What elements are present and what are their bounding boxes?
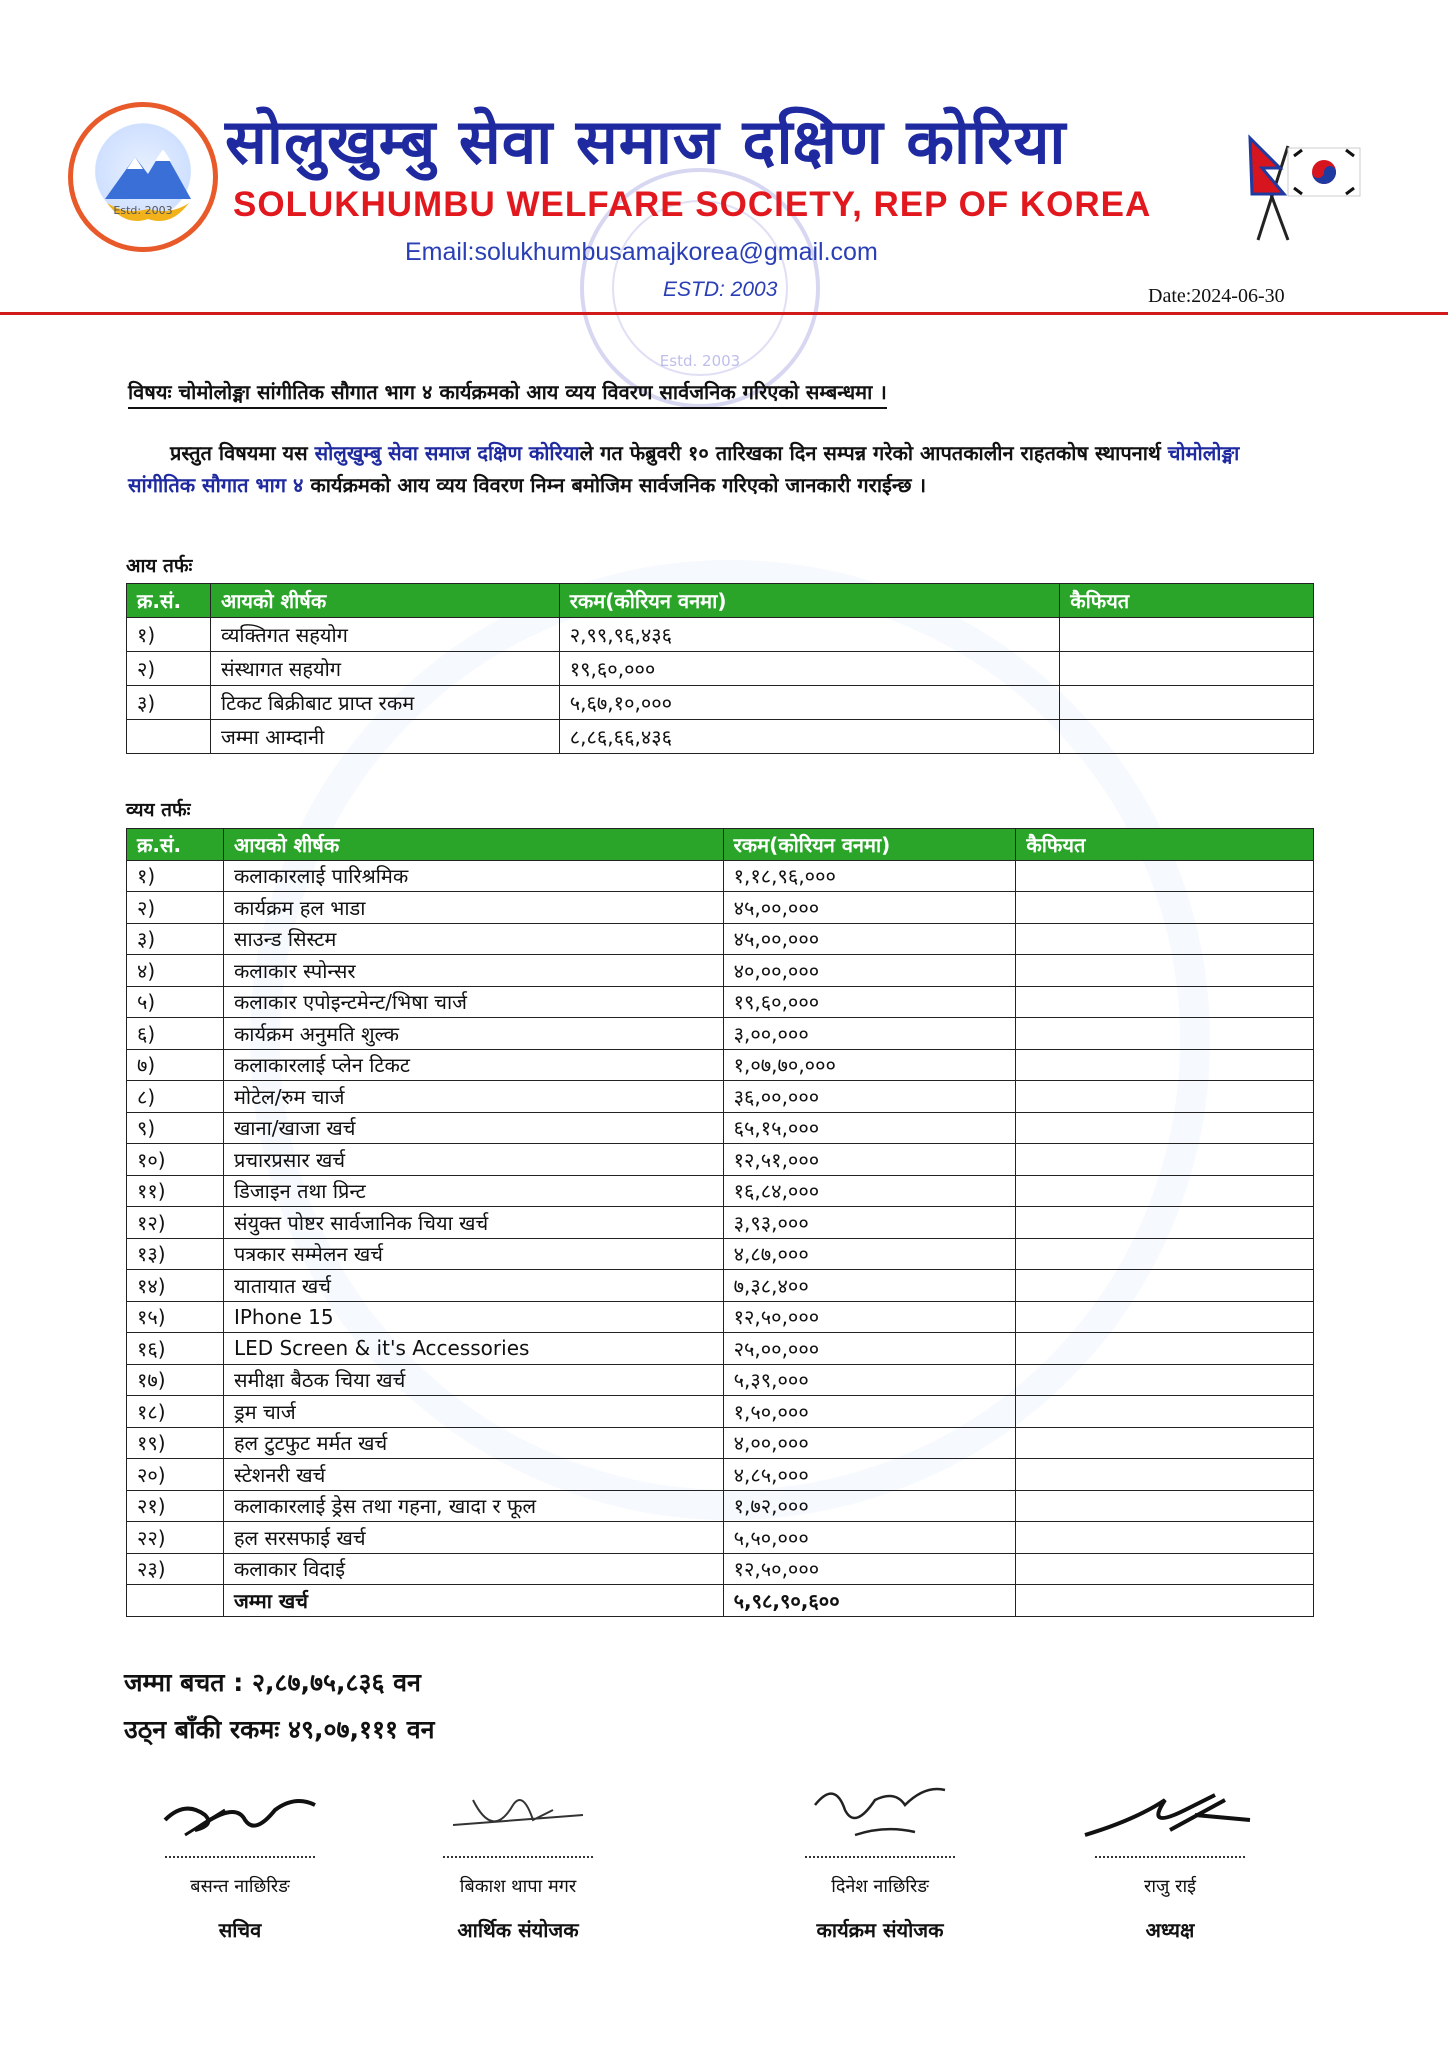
cell-amount: २,९९,९६,४३६ — [559, 618, 1060, 652]
cell-empty — [1060, 720, 1314, 754]
cell-title: स्टेशनरी खर्च — [223, 1459, 723, 1491]
society-name-highlight: सोलुखुम्बु सेवा समाज दक्षिण कोरिया — [314, 441, 580, 465]
cell-amount: ५,३९,००० — [723, 1364, 1016, 1396]
cell-title: मोटेल/रुम चार्ज — [223, 1081, 723, 1113]
cell-remark — [1016, 1333, 1314, 1365]
cell-sn: ५) — [127, 986, 224, 1018]
cell-remark — [1060, 618, 1314, 652]
cell-remark — [1060, 652, 1314, 686]
col-title: आयको शीर्षक — [223, 829, 723, 861]
table-row — [127, 1270, 1314, 1302]
total-amount: ५,९८,९०,६०० — [723, 1585, 1016, 1617]
signatory-name: दिनेश नाछिरिङ — [831, 1876, 929, 1897]
income-header-row — [127, 584, 1314, 618]
table-row — [127, 1333, 1314, 1365]
cell-title: पत्रकार सम्मेलन खर्च — [223, 1238, 723, 1270]
total-amount: ८,८६,६६,४३६ — [559, 720, 1060, 754]
cell-remark — [1016, 1490, 1314, 1522]
cell-remark — [1060, 686, 1314, 720]
cell-amount: १,५०,००० — [723, 1396, 1016, 1428]
cell-amount: १,०७,७०,००० — [723, 1049, 1016, 1081]
total-row — [127, 1585, 1314, 1617]
col-amount: रकम(कोरियन वनमा) — [723, 829, 1016, 861]
table-row — [127, 1553, 1314, 1585]
cell-sn: ८) — [127, 1081, 224, 1113]
cell-title: खाना/खाजा खर्च — [223, 1112, 723, 1144]
cell-sn: ९) — [127, 1112, 224, 1144]
cell-remark — [1016, 1081, 1314, 1113]
signatory-secretary — [130, 1780, 350, 1943]
signature-icon — [433, 1780, 603, 1850]
cell-sn: १७) — [127, 1364, 224, 1396]
table-row — [127, 1364, 1314, 1396]
cell-amount: १,७२,००० — [723, 1490, 1016, 1522]
total-row — [127, 720, 1314, 754]
cell-remark — [1016, 1049, 1314, 1081]
document-date: Date:2024-06-30 — [1148, 285, 1285, 307]
signatory-name: बिकाश थापा मगर — [459, 1876, 577, 1897]
table-row — [127, 955, 1314, 987]
cell-sn: ७) — [127, 1049, 224, 1081]
cell-sn: १४) — [127, 1270, 224, 1302]
cell-title: यातायात खर्च — [223, 1270, 723, 1302]
table-row — [127, 1018, 1314, 1050]
cell-sn: ४) — [127, 955, 224, 987]
expense-section-label: व्यय तर्फः — [126, 799, 191, 821]
table-row — [127, 1459, 1314, 1491]
cell-sn: ६) — [127, 1018, 224, 1050]
cell-sn: १९) — [127, 1427, 224, 1459]
signatory-name: बसन्त नाछिरिङ — [190, 1876, 290, 1897]
society-title-nepali: सोलुखुम्बु सेवा समाज दक्षिण कोरिया — [225, 105, 1067, 178]
society-estd: ESTD: 2003 — [663, 278, 778, 301]
table-row — [127, 892, 1314, 924]
cell-amount: १६,८४,००० — [723, 1175, 1016, 1207]
cell-title: कलाकारलाई ड्रेस तथा गहना, खादा र फूल — [223, 1490, 723, 1522]
cell-title: कार्यक्रम अनुमति शुल्क — [223, 1018, 723, 1050]
cell-remark — [1016, 1018, 1314, 1050]
cell-title: डिजाइन तथा प्रिन्ट — [223, 1175, 723, 1207]
cell-sn: २२) — [127, 1522, 224, 1554]
signature-icon — [155, 1780, 325, 1850]
society-logo — [68, 102, 218, 252]
cell-amount: ७,३८,४०० — [723, 1270, 1016, 1302]
table-row — [127, 1522, 1314, 1554]
cell-sn: २०) — [127, 1459, 224, 1491]
table-row — [127, 1112, 1314, 1144]
cell-sn: ३) — [127, 686, 211, 720]
cell-remark — [1016, 1301, 1314, 1333]
cell-remark — [1016, 1427, 1314, 1459]
cell-remark — [1016, 1207, 1314, 1239]
cell-sn: १) — [127, 618, 211, 652]
cell-sn: ११) — [127, 1175, 224, 1207]
cell-amount: १९,६०,००० — [559, 652, 1060, 686]
table-row — [127, 1049, 1314, 1081]
cell-remark — [1016, 1364, 1314, 1396]
cell-sn: १३) — [127, 1238, 224, 1270]
signatory-title: कार्यक्रम संयोजक — [816, 1918, 944, 1942]
signatory-title: आर्थिक संयोजक — [457, 1918, 579, 1942]
cell-empty — [127, 720, 211, 754]
cell-remark — [1016, 860, 1314, 892]
signatory-title: अध्यक्ष — [1145, 1918, 1195, 1942]
cell-title: कलाकार विदाई — [223, 1553, 723, 1585]
cell-title: हल टुटफुट मर्मत खर्च — [223, 1427, 723, 1459]
cell-remark — [1016, 955, 1314, 987]
cell-empty — [1016, 1585, 1314, 1617]
cell-amount: ३,००,००० — [723, 1018, 1016, 1050]
cell-remark — [1016, 892, 1314, 924]
logo-est-text: Estd: 2003 — [113, 204, 173, 217]
table-row — [127, 686, 1314, 720]
signatory-finance-coordinator — [408, 1780, 628, 1943]
table-row — [127, 986, 1314, 1018]
table-row — [127, 1175, 1314, 1207]
signatory-name: राजु राई — [1144, 1876, 1196, 1897]
signature-icon — [795, 1770, 965, 1850]
society-email: Email:solukhumbusamajkorea@gmail.com — [405, 238, 878, 266]
society-title-english: SOLUKHUMBU WELFARE SOCIETY, REP OF KOREA — [233, 185, 1152, 224]
cell-remark — [1016, 1238, 1314, 1270]
cell-sn: २१) — [127, 1490, 224, 1522]
signatory-title: सचिव — [218, 1918, 262, 1942]
cell-amount: २५,००,००० — [723, 1333, 1016, 1365]
signatory-president — [1060, 1780, 1280, 1943]
cell-amount: ३६,००,००० — [723, 1081, 1016, 1113]
cell-title: LED Screen & it's Accessories — [223, 1333, 723, 1365]
cell-sn: ३) — [127, 923, 224, 955]
cell-title: IPhone 15 — [223, 1301, 723, 1333]
cell-title: संयुक्त पोष्टर सार्वजानिक चिया खर्च — [223, 1207, 723, 1239]
col-title: आयको शीर्षक — [210, 584, 559, 618]
cell-sn: २) — [127, 652, 211, 686]
cell-remark — [1016, 1270, 1314, 1302]
cell-sn: १२) — [127, 1207, 224, 1239]
cell-title: ड्रम चार्ज — [223, 1396, 723, 1428]
cell-remark — [1016, 986, 1314, 1018]
cell-amount: ५,५०,००० — [723, 1522, 1016, 1554]
remaining-amount: उठ्न बाँकी रकमः ४९,०७,१११ वन — [124, 1715, 435, 1744]
cell-remark — [1016, 1175, 1314, 1207]
signatory-program-coordinator — [770, 1770, 990, 1943]
cell-title: कलाकार एपोइन्टमेन्ट/भिषा चार्ज — [223, 986, 723, 1018]
cell-remark — [1016, 1522, 1314, 1554]
cell-amount: ४,००,००० — [723, 1427, 1016, 1459]
cell-title: कार्यक्रम हल भाडा — [223, 892, 723, 924]
cell-sn: २) — [127, 892, 224, 924]
cell-title: कलाकार स्पोन्सर — [223, 955, 723, 987]
cell-amount: ५,६७,१०,००० — [559, 686, 1060, 720]
cell-amount: ४०,००,००० — [723, 955, 1016, 987]
table-row — [127, 1490, 1314, 1522]
cell-remark — [1016, 1144, 1314, 1176]
col-remark: कैफियत — [1016, 829, 1314, 861]
cell-amount: ४५,००,००० — [723, 923, 1016, 955]
table-row — [127, 1144, 1314, 1176]
income-table — [126, 583, 1314, 754]
cell-remark — [1016, 1396, 1314, 1428]
cell-amount: ६५,१५,००० — [723, 1112, 1016, 1144]
cell-title: साउन्ड सिस्टम — [223, 923, 723, 955]
seal-est-text: Estd. 2003 — [659, 352, 741, 370]
table-row — [127, 1081, 1314, 1113]
cell-remark — [1016, 1112, 1314, 1144]
col-amount: रकम(कोरियन वनमा) — [559, 584, 1060, 618]
cell-title: प्रचारप्रसार खर्च — [223, 1144, 723, 1176]
table-row — [127, 1301, 1314, 1333]
cell-sn: १६) — [127, 1333, 224, 1365]
table-row — [127, 923, 1314, 955]
cell-amount: १२,५०,००० — [723, 1301, 1016, 1333]
cell-amount: १२,५०,००० — [723, 1553, 1016, 1585]
col-sn: क्र.सं. — [127, 829, 224, 861]
cell-title: कलाकारलाई प्लेन टिकट — [223, 1049, 723, 1081]
cell-amount: १,१८,९६,००० — [723, 860, 1016, 892]
cell-remark — [1016, 1553, 1314, 1585]
total-title: जम्मा आम्दानी — [210, 720, 559, 754]
cell-remark — [1016, 923, 1314, 955]
col-sn: क्र.सं. — [127, 584, 211, 618]
cell-amount: १९,६०,००० — [723, 986, 1016, 1018]
total-title: जम्मा खर्च — [223, 1585, 723, 1617]
letter-subject: विषयः चोमोलोङ्मा सांगीतिक सौगात भाग ४ कार्यक्रमको आय व्यय विवरण सार्वजनिक गरिएको सम्बन्धमा । — [128, 378, 887, 409]
income-section-label: आय तर्फः — [126, 555, 193, 577]
col-remark: कैफियत — [1060, 584, 1314, 618]
header-divider — [0, 312, 1448, 315]
table-row — [127, 618, 1314, 652]
cell-remark — [1016, 1459, 1314, 1491]
signature-icon — [1075, 1780, 1265, 1850]
cell-title: हल सरसफाई खर्च — [223, 1522, 723, 1554]
cell-amount: ४५,००,००० — [723, 892, 1016, 924]
expense-header-row — [127, 829, 1314, 861]
letter-paragraph: प्रस्तुत विषयमा यस सोलुखुम्बु सेवा समाज दक्षिण कोरियाले गत फेब्रुवरी १० तारिखका दिन सम्पन्न गरेको आपतकालीन राहतकोष स्थापनार्थ चोमोलोङ्मा सांगीतिक सौगात भाग ४ कार्यक्रमको आय व्यय विवरण निम्न बमोजिम सार्वजनिक गरिएको जानकारी गराईन्छ । — [128, 441, 1240, 497]
total-savings: जम्मा बचत : २,८७,७५,८३६ वन — [124, 1668, 421, 1697]
table-row — [127, 652, 1314, 686]
cell-empty — [127, 1585, 224, 1617]
cell-sn: १८) — [127, 1396, 224, 1428]
table-row — [127, 860, 1314, 892]
cell-sn: १) — [127, 860, 224, 892]
table-row — [127, 1427, 1314, 1459]
cell-amount: ३,९३,००० — [723, 1207, 1016, 1239]
cell-sn: १५) — [127, 1301, 224, 1333]
cell-title: समीक्षा बैठक चिया खर्च — [223, 1364, 723, 1396]
cell-sn: १०) — [127, 1144, 224, 1176]
cell-title: संस्थागत सहयोग — [210, 652, 559, 686]
cell-amount: ४,८५,००० — [723, 1459, 1016, 1491]
program-name-highlight: चोमोलोङ्मा सांगीतिक सौगात भाग ४ — [128, 441, 1240, 497]
cell-amount: ४,८७,००० — [723, 1238, 1016, 1270]
table-row — [127, 1396, 1314, 1428]
table-row — [127, 1207, 1314, 1239]
cell-title: टिकट बिक्रीबाट प्राप्त रकम — [210, 686, 559, 720]
cell-amount: १२,५१,००० — [723, 1144, 1016, 1176]
cell-title: कलाकारलाई पारिश्रमिक — [223, 860, 723, 892]
expense-table — [126, 828, 1314, 1617]
table-row — [127, 1238, 1314, 1270]
cell-sn: २३) — [127, 1553, 224, 1585]
nepal-korea-flags-icon — [1228, 128, 1378, 243]
cell-title: व्यक्तिगत सहयोग — [210, 618, 559, 652]
